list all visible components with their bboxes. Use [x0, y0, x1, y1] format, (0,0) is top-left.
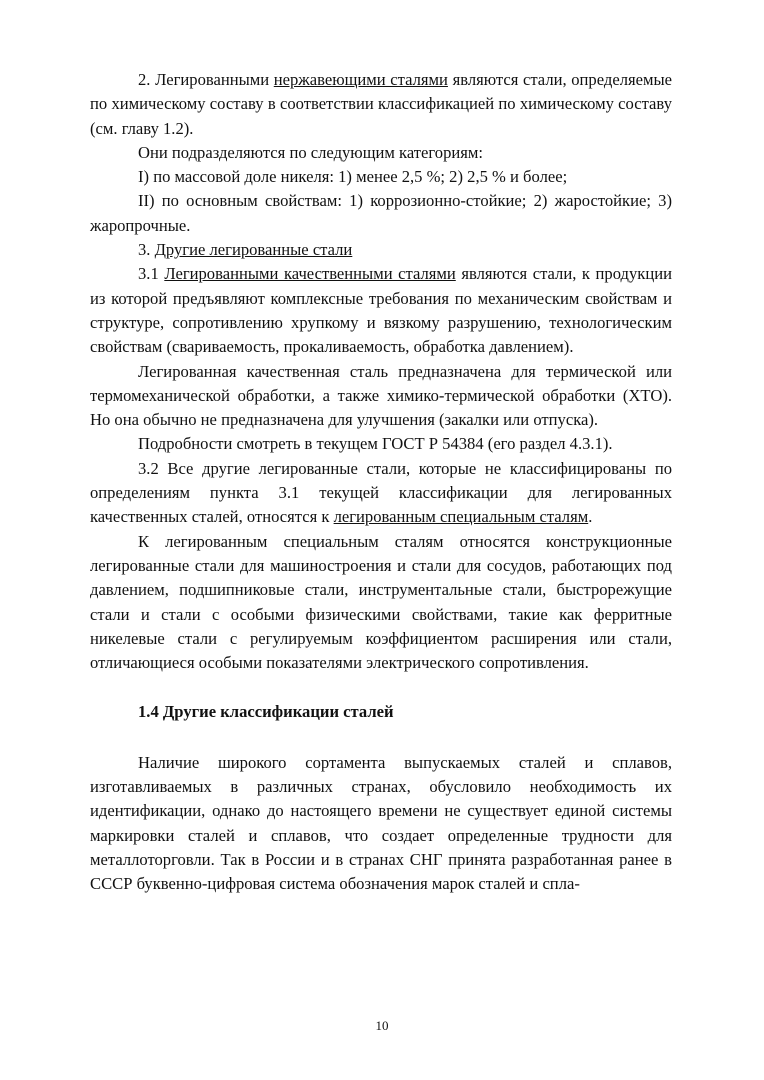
- paragraph-special-steels: К легированным специальным сталям относятся конструкционные легированные стали для машиностроения и стали для сосудов, работающих под давлением, подшипниковые стали, инструментальные стали, быстрорежущие стали и стали с особыми физическими свойствами, такие как ферритные никелевые стали с регулируемым коэффициентом расширения или стали, отличающиеся особыми показателями электрического сопротивления.: [90, 531, 672, 673]
- paragraph-gost-reference: Подробности смотреть в текущем ГОСТ Р 54384 (его раздел 4.3.1).: [138, 434, 613, 454]
- paragraph-category-properties: II) по основным свойствам: 1) коррозионно-стойкие; 2) жаростойкие; 3) жаропрочные.: [90, 191, 672, 235]
- page-number: 10: [375, 1018, 389, 1033]
- section-heading: 1.4 Другие классификации сталей: [138, 702, 394, 722]
- paragraph-text: 3.2 Все другие легированные стали, которые не классифицированы по определениям пункта 3.1 текущей классификации для легированных качественных сталей, относятся к: [90, 458, 672, 527]
- paragraph-text: являются стали, определяемые по химическому составу в соответствии классификацией по химическому составу (см. главу 1.2).: [90, 70, 672, 138]
- paragraph-categories-intro: Они подразделяются по следующим категориям:: [138, 142, 483, 162]
- paragraph-section-1-4: Наличие широкого сортамента выпускаемых сталей и сплавов, изготавливаемых в различных странах, обусловило необходимость их идентификации, однако до настоящего времени не существует единой системы маркировки сталей и сплавов, что создает определенные трудности для металлоторговли. Так в России и в странах СНГ принята разработанная ранее в СССР буквенно-цифровая система обозначения марок сталей и спла-: [90, 752, 672, 894]
- paragraph-quality-steel: Легированная качественная сталь предназначена для термической или термомеханической обработки, а также химико-термической обработки (ХТО). Но она обычно не предназначена для улучшения (закалки или отпуска).: [90, 361, 672, 430]
- paragraph-other-alloy-steels: [90, 238, 672, 262]
- underlined-term-stainless: нержавеющими сталями: [273, 70, 448, 89]
- underlined-term-special-steels: легированным специальным сталям: [333, 507, 589, 527]
- paragraph-category-nickel: I) по массовой доле никеля: 1) менее 2,5 %; 2) 2,5 % и более;: [138, 167, 568, 187]
- paragraph-text: 2. Легированными: [138, 70, 274, 89]
- paragraph-3-1: [90, 262, 672, 359]
- paragraph-text: .: [588, 507, 593, 527]
- paragraph-3-2: [90, 457, 672, 530]
- paragraph-stainless-steels: [90, 68, 672, 141]
- document-page: [90, 68, 672, 897]
- paragraph-text: 3.: [138, 240, 155, 260]
- underlined-term-quality-steels: Легированными качественными сталями: [164, 264, 456, 284]
- paragraph-text: являются стали, к продукции из которой предъявляют комплексные требования по механическим свойствам и структуре, сопротивлению хрупкому и вязкому разрушению, технологическим свойствам (свариваемость, прокаливаемость, обработка давлением).: [90, 264, 672, 357]
- underlined-term-other-alloy: Другие легированные стали: [154, 240, 353, 260]
- paragraph-text: 3.1: [138, 264, 165, 284]
